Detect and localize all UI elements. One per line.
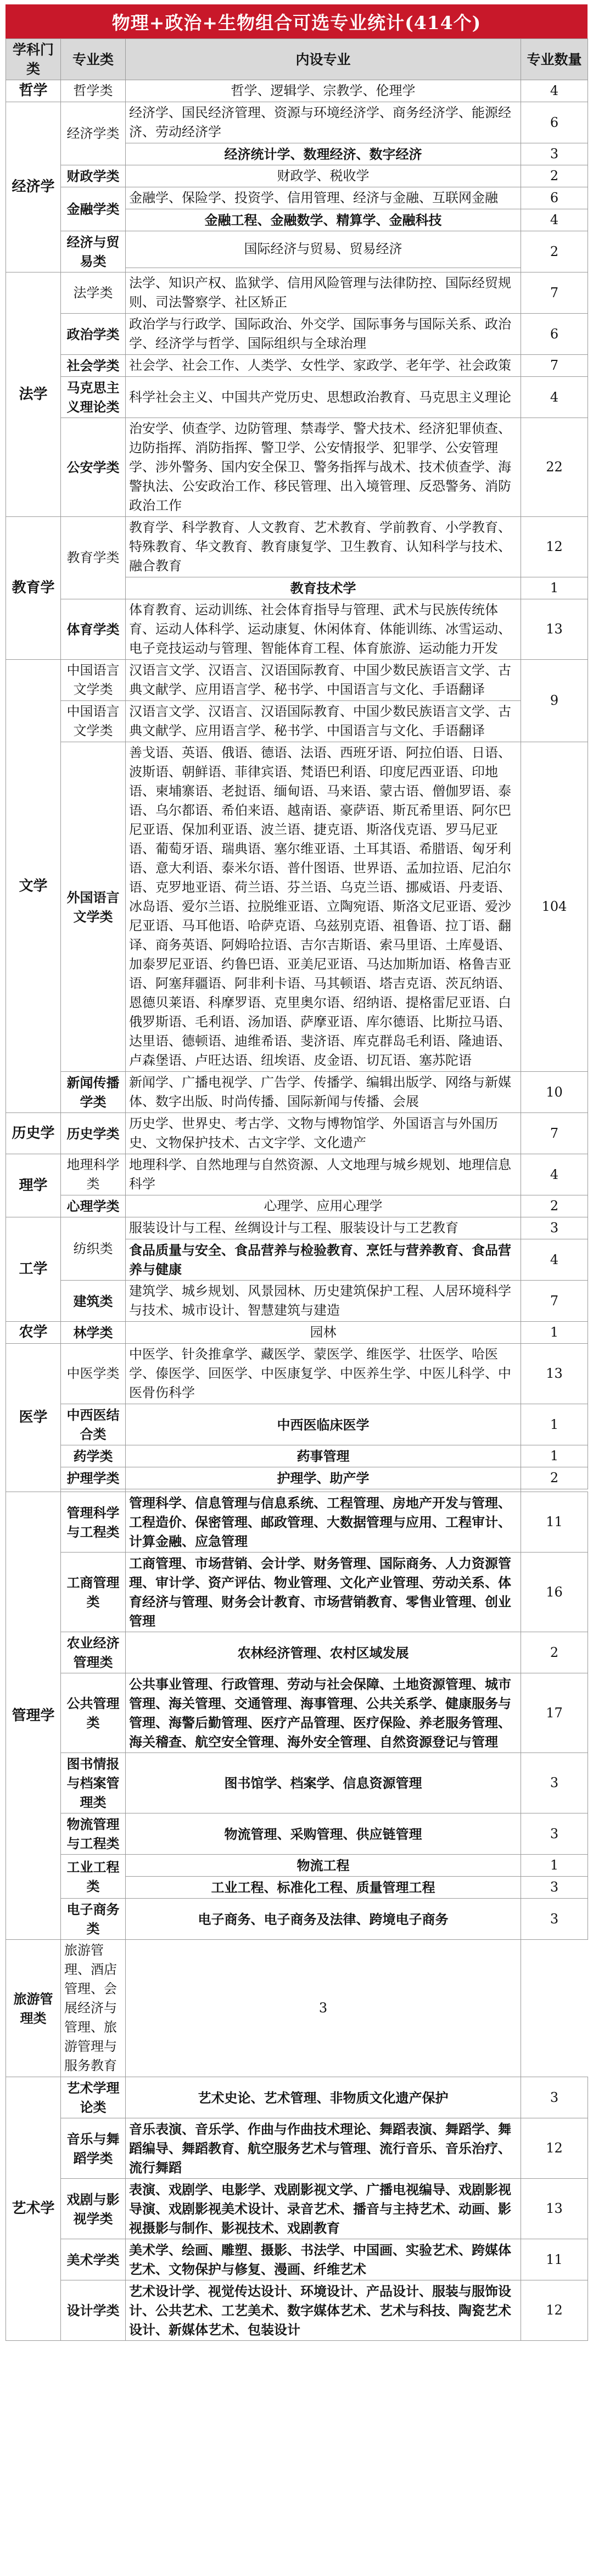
table-row [6, 1673, 588, 1753]
category-cell: 纺织类 [61, 1217, 126, 1281]
count-cell: 16 [521, 1553, 588, 1632]
majors-cell: 科学社会主义、中国共产党历史、思想政治教育、马克思主义理论 [126, 377, 521, 418]
table-row [6, 1195, 588, 1217]
majors-cell [126, 268, 521, 272]
majors-cell: 经济学、国民经济管理、资源与环境经济学、商务经济学、能源经济、劳动经济学 [126, 102, 521, 143]
table-row [6, 2179, 588, 2239]
table-row [6, 2118, 588, 2179]
majors-cell: 金融学、保险学、投资学、信用管理、经济与金融、互联网金融 [126, 187, 521, 209]
category-cell: 教育学类 [61, 517, 126, 599]
table-row [6, 1113, 588, 1154]
majors-cell: 物流管理、采购管理、供应链管理 [126, 1813, 521, 1855]
table-row [6, 1467, 588, 1489]
majors-cell: 音乐表演、音乐学、作曲与作曲技术理论、舞蹈表演、舞蹈学、舞蹈编导、舞蹈教育、航空服务艺术与管理、流行音乐、音乐治疗、流行舞蹈 [126, 2118, 521, 2179]
header-count: 专业数量 [521, 39, 588, 80]
count-cell: 13 [521, 599, 588, 660]
count-cell: 2 [521, 1632, 588, 1673]
count-cell: 9 [521, 660, 588, 742]
discipline-cell: 艺术学 [6, 2077, 61, 2341]
category-cell: 农业经济管理类 [61, 1632, 126, 1673]
majors-cell: 心理学、应用心理学 [126, 1195, 521, 1217]
count-cell: 11 [521, 1492, 588, 1553]
category-cell: 外国语言文学类 [61, 742, 126, 1072]
category-cell: 药学类 [61, 1445, 126, 1467]
table-row [6, 377, 588, 418]
count-cell: 1 [521, 1322, 588, 1344]
category-cell: 电子商务类 [61, 1899, 126, 1940]
table-header-row [6, 39, 588, 80]
category-cell: 心理学类 [61, 1195, 126, 1217]
table-row [6, 660, 588, 701]
majors-cell: 管理科学、信息管理与信息系统、工程管理、房地产开发与管理、工程造价、保密管理、邮政管理、大数据管理与应用、工程审计、计算金融、应急管理 [126, 1492, 521, 1553]
majors-cell: 政治学与行政学、国际政治、外交学、国际事务与国际关系、政治学、经济学与哲学、国际组织与全球治理 [126, 314, 521, 355]
table-row [6, 2077, 588, 2118]
count-cell: 4 [521, 1239, 588, 1281]
majors-cell: 地理科学、自然地理与自然资源、人文地理与城乡规划、地理信息科学 [126, 1154, 521, 1195]
table-row [6, 231, 588, 268]
category-cell: 戏剧与影视学类 [61, 2179, 126, 2239]
count-cell: 1 [521, 1404, 588, 1445]
table-row [6, 1492, 588, 1553]
table-row [6, 1281, 588, 1322]
discipline-cell: 农学 [6, 1322, 61, 1344]
count-cell: 17 [521, 1673, 588, 1753]
table-row [6, 1445, 588, 1467]
majors-cell: 表演、戏剧学、电影学、戏剧影视文学、广播电视编导、戏剧影视导演、戏剧影视美术设计、录音艺术、播音与主持艺术、动画、影视摄影与制作、影视技术、戏剧教育 [126, 2179, 521, 2239]
count-cell: 4 [521, 1154, 588, 1195]
category-cell: 社会学类 [61, 355, 126, 377]
discipline-cell: 工学 [6, 1217, 61, 1322]
count-cell: 4 [521, 377, 588, 418]
category-cell: 历史学类 [61, 1113, 126, 1154]
count-cell: 2 [521, 231, 588, 272]
majors-cell: 公共事业管理、行政管理、劳动与社会保障、土地资源管理、城市管理、海关管理、交通管理、海事管理、公共关系学、健康服务与管理、海警后勤管理、医疗产品管理、医疗保险、养老服务管理、海关稽查、航空安全管理、海外安全管理、自然资源登记与管理 [126, 1673, 521, 1753]
count-cell: 1 [521, 1445, 588, 1467]
count-cell: 3 [521, 1753, 588, 1813]
majors-cell: 历史学、世界史、考古学、文物与博物馆学、外国语言与外国历史、文物保护技术、古文字学、文化遗产 [126, 1113, 521, 1154]
discipline-cell: 经济学 [6, 102, 61, 272]
majors-cell: 国际经济与贸易、贸易经济 [126, 231, 521, 268]
table-row [6, 1404, 588, 1445]
category-cell: 建筑类 [61, 1281, 126, 1322]
category-cell: 政治学类 [61, 314, 126, 355]
table-row [6, 1940, 588, 2077]
majors-cell: 电子商务、电子商务及法律、跨境电子商务 [126, 1899, 521, 1940]
count-cell: 3 [521, 1877, 588, 1899]
category-cell: 美术学类 [61, 2239, 126, 2280]
table-row [6, 272, 588, 314]
table-row [6, 1899, 588, 1940]
discipline-cell: 医学 [6, 1344, 61, 1492]
majors-cell: 经济统计学、数理经济、数字经济 [126, 143, 521, 165]
table-row [6, 1072, 588, 1113]
major-table [5, 38, 588, 2341]
table-row [6, 1322, 588, 1344]
majors-cell: 社会学、社会工作、人类学、女性学、家政学、老年学、社会政策 [126, 355, 521, 377]
majors-cell: 旅游管理、酒店管理、会展经济与管理、旅游管理与服务教育 [61, 1940, 126, 2077]
majors-cell: 善戈语、英语、俄语、德语、法语、西班牙语、阿拉伯语、日语、波斯语、朝鲜语、菲律宾语、梵语巴利语、印度尼西亚语、印地语、柬埔寨语、老挝语、缅甸语、马来语、蒙古语、僧伽罗语、泰语、乌尔都语、希伯来语、越南语、豪萨语、斯瓦希里语、阿尔巴尼亚语、保加利亚语、波兰语、捷克语、斯洛伐克语、罗马尼亚语、葡萄牙语、瑞典语、塞尔维亚语、土耳其语、希腊语、匈牙利语、意大利语、泰米尔语、普什图语、世界语、孟加拉语、尼泊尔语、克罗地亚语、荷兰语、芬兰语、乌克兰语、挪威语、丹麦语、冰岛语、爱尔兰语、拉脱维亚语、立陶宛语、斯洛文尼亚语、爱沙尼亚语、马耳他语、哈萨克语、乌兹别克语、祖鲁语、拉丁语、翻译、商务英语、阿姆哈拉语、吉尔吉斯语、索马里语、土库曼语、加泰罗尼亚语、约鲁巴语、亚美尼亚语、马达加斯加语、格鲁吉亚语、阿塞拜疆语、阿非利卡语、马其顿语、塔吉克语、茨瓦纳语、恩德贝莱语、科摩罗语、克里奥尔语、绍纳语、提格雷尼亚语、白俄罗斯语、毛利语、汤加语、萨摩亚语、库尔德语、比斯拉马语、达里语、德顿语、迪维希语、斐济语、库克群岛毛利语、隆迪语、卢森堡语、卢旺达语、纽埃语、皮金语、切瓦语、塞苏陀语 [126, 742, 521, 1072]
majors-cell: 中医学、针灸推拿学、藏医学、蒙医学、维医学、壮医学、哈医学、傣医学、回医学、中医康复学、中医养生学、中医儿科学、中医骨伤科学 [126, 1344, 521, 1404]
majors-cell: 美术学、绘画、雕塑、摄影、书法学、中国画、实验艺术、跨媒体艺术、文物保护与修复、漫画、纤维艺术 [126, 2239, 521, 2280]
category-cell: 金融学类 [61, 187, 126, 231]
category-cell: 经济学类 [61, 102, 126, 165]
majors-cell: 中西医临床医学 [126, 1404, 521, 1445]
count-cell: 12 [521, 2280, 588, 2341]
discipline-cell: 历史学 [6, 1113, 61, 1154]
page-title: 物理+政治+生物组合可选专业统计(414个) [5, 4, 588, 38]
table-row [6, 1344, 588, 1404]
category-cell: 林学类 [61, 1322, 126, 1344]
discipline-cell: 哲学 [6, 80, 61, 102]
majors-cell: 教育学、科学教育、人文教育、艺术教育、学前教育、小学教育、特殊教育、华文教育、教育康复学、卫生教育、认知科学与技术、融合教育 [126, 517, 521, 577]
majors-cell: 图书馆学、档案学、信息资源管理 [126, 1753, 521, 1813]
count-cell: 22 [521, 418, 588, 517]
count-cell: 13 [521, 2179, 588, 2239]
table-row [6, 742, 588, 1072]
count-cell: 2 [521, 165, 588, 187]
count-cell: 3 [521, 1813, 588, 1855]
majors-cell: 护理学、助产学 [126, 1467, 521, 1489]
table-row [6, 599, 588, 660]
majors-cell: 财政学、税收学 [126, 165, 521, 187]
category-cell: 中医学类 [61, 1344, 126, 1404]
table-row [6, 418, 588, 517]
category-cell: 新闻传播学类 [61, 1072, 126, 1113]
table-row [6, 1632, 588, 1673]
category-cell: 中国语言文学类 [61, 660, 126, 701]
majors-cell: 服装设计与工程、丝绸设计与工程、服装设计与工艺教育 [126, 1217, 521, 1239]
majors-cell: 艺术设计学、视觉传达设计、环境设计、产品设计、服装与服饰设计、公共艺术、工艺美术、数字媒体艺术、艺术与科技、陶瓷艺术设计、新媒体艺术、包装设计 [126, 2280, 521, 2341]
table-row [6, 102, 588, 143]
count-cell: 2 [521, 1467, 588, 1489]
discipline-cell: 理学 [6, 1154, 61, 1217]
table-row [6, 1154, 588, 1195]
majors-cell: 食品质量与安全、食品营养与检验教育、烹饪与营养教育、食品营养与健康 [126, 1239, 521, 1281]
category-cell: 法学类 [61, 272, 126, 314]
category-cell: 经济与贸易类 [61, 231, 126, 272]
category-cell: 中国语言文学类 [61, 701, 126, 742]
table-row [6, 314, 588, 355]
count-cell: 7 [521, 355, 588, 377]
table-row [6, 165, 588, 187]
count-cell: 13 [521, 1344, 588, 1404]
count-cell: 12 [521, 517, 588, 577]
count-cell: 4 [521, 80, 588, 102]
category-cell: 物流管理与工程类 [61, 1813, 126, 1855]
category-cell: 地理科学类 [61, 1154, 126, 1195]
majors-cell: 物流工程 [126, 1855, 521, 1877]
discipline-cell: 教育学 [6, 517, 61, 660]
majors-cell: 药事管理 [126, 1445, 521, 1467]
count-cell: 4 [521, 209, 588, 231]
table-row [6, 1855, 588, 1877]
count-cell: 3 [521, 1217, 588, 1239]
count-cell: 3 [521, 2077, 588, 2118]
header-category: 专业类 [61, 39, 126, 80]
table-row [6, 187, 588, 209]
count-cell: 6 [521, 102, 588, 143]
count-cell: 3 [126, 1940, 521, 2077]
majors-cell: 哲学、逻辑学、宗教学、伦理学 [126, 80, 521, 102]
category-cell: 马克思主义理论类 [61, 377, 126, 418]
category-cell: 公安学类 [61, 418, 126, 517]
count-cell: 104 [521, 742, 588, 1072]
table-row [6, 1217, 588, 1239]
count-cell: 3 [521, 1899, 588, 1940]
header-discipline: 学科门类 [6, 39, 61, 80]
category-cell: 艺术学理论类 [61, 2077, 126, 2118]
count-cell: 6 [521, 187, 588, 209]
majors-cell: 工业工程、标准化工程、质量管理工程 [126, 1877, 521, 1899]
table-row [6, 1753, 588, 1813]
table-row [6, 701, 588, 742]
count-cell: 2 [521, 1195, 588, 1217]
category-cell: 图书情报与档案管理类 [61, 1753, 126, 1813]
count-cell: 7 [521, 1113, 588, 1154]
discipline-cell: 管理学 [6, 1492, 61, 1940]
category-cell: 管理科学与工程类 [61, 1492, 126, 1553]
majors-cell: 新闻学、广播电视学、广告学、传播学、编辑出版学、网络与新媒体、数字出版、时尚传播、国际新闻与传播、会展 [126, 1072, 521, 1113]
discipline-cell: 文学 [6, 660, 61, 1113]
category-cell: 财政学类 [61, 165, 126, 187]
table-body [6, 80, 588, 2341]
category-cell: 工商管理类 [61, 1553, 126, 1632]
header-majors: 内设专业 [126, 39, 521, 80]
majors-cell: 艺术史论、艺术管理、非物质文化遗产保护 [126, 2077, 521, 2118]
majors-cell: 汉语言文学、汉语言、汉语国际教育、中国少数民族语言文学、古典文献学、应用语言学、秘书学、中国语言与文化、手语翻译 [126, 660, 521, 701]
majors-cell: 建筑学、城乡规划、风景园林、历史建筑保护工程、人居环境科学与技术、城市设计、智慧建筑与建造 [126, 1281, 521, 1322]
category-cell: 公共管理类 [61, 1673, 126, 1753]
category-cell: 体育学类 [61, 599, 126, 660]
majors-cell: 金融工程、金融数学、精算学、金融科技 [126, 209, 521, 231]
table-row [6, 2239, 588, 2280]
count-cell: 12 [521, 2118, 588, 2179]
category-cell: 音乐与舞蹈学类 [61, 2118, 126, 2179]
count-cell: 7 [521, 272, 588, 314]
category-cell: 中西医结合类 [61, 1404, 126, 1445]
majors-cell: 治安学、侦查学、边防管理、禁毒学、警犬技术、经济犯罪侦查、边防指挥、消防指挥、警卫学、公安情报学、犯罪学、公安管理学、涉外警务、国内安全保卫、警务指挥与战术、技术侦查学、海警执法、公安政治工作、移民管理、出入境管理、反恐警务、消防政治工作 [126, 418, 521, 517]
count-cell: 10 [521, 1072, 588, 1113]
table-row [6, 2280, 588, 2341]
table-row [6, 1553, 588, 1632]
table-row [6, 517, 588, 577]
count-cell: 7 [521, 1281, 588, 1322]
category-cell: 设计学类 [61, 2280, 126, 2341]
count-cell: 1 [521, 1855, 588, 1877]
table-row [6, 80, 588, 102]
majors-cell: 农林经济管理、农村区域发展 [126, 1632, 521, 1673]
table-row [6, 355, 588, 377]
majors-cell: 汉语言文学、汉语言、汉语国际教育、中国少数民族语言文学、古典文献学、应用语言学、秘书学、中国语言与文化、手语翻译 [126, 701, 521, 742]
count-cell: 1 [521, 577, 588, 599]
table-row [6, 1813, 588, 1855]
count-cell: 6 [521, 314, 588, 355]
majors-cell: 园林 [126, 1322, 521, 1344]
count-cell: 3 [521, 143, 588, 165]
category-cell: 工业工程类 [61, 1855, 126, 1899]
majors-cell: 体育教育、运动训练、社会体育指导与管理、武术与民族传统体育、运动人体科学、运动康复、休闲体育、体能训练、冰雪运动、电子竞技运动与管理、智能体育工程、体育旅游、运动能力开发 [126, 599, 521, 660]
category-cell: 旅游管理类 [6, 1940, 61, 2077]
majors-cell: 教育技术学 [126, 577, 521, 599]
majors-cell: 工商管理、市场营销、会计学、财务管理、国际商务、人力资源管理、审计学、资产评估、物业管理、文化产业管理、劳动关系、体育经济与管理、财务会计教育、市场营销教育、零售业管理、创业管理 [126, 1553, 521, 1632]
category-cell: 护理学类 [61, 1467, 126, 1489]
majors-cell: 法学、知识产权、监狱学、信用风险管理与法律防控、国际经贸规则、司法警察学、社区矫正 [126, 272, 521, 314]
discipline-cell: 法学 [6, 272, 61, 517]
count-cell: 11 [521, 2239, 588, 2280]
category-cell: 哲学类 [61, 80, 126, 102]
